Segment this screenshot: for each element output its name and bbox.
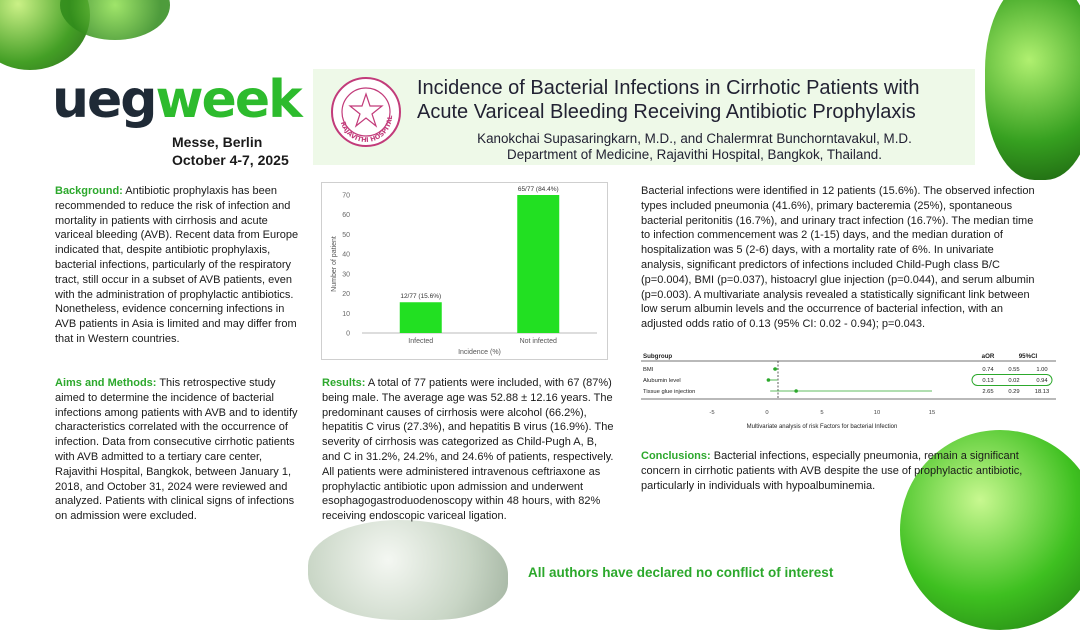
results-text: A total of 77 patients were included, with 67 (87%) being male. The average age was 52.88 ± 12.16 years. The predominant causes of cirrhosis were alcohol (66.2%), hepatitis C virus (27.3%), and hepatitis B virus (16.9%). The severity of cirrhosis was categorized as Child-Pugh A, B, and C in 31.2%, 24.2%, and 24.6% of patients, respectively. All patients were administered intravenous ceftriaxone as prophylactic antibiotic upon admission and underwent esophagogastroduodenoscopy within 48 hours, with 82% receiving endoscopic variceal ligation. <box>322 377 614 523</box>
ci-upper-value: 0.94 <box>1036 378 1048 384</box>
y-tick-label: 30 <box>342 271 350 279</box>
forest-row-label: BMI <box>643 367 654 373</box>
bar <box>400 302 442 333</box>
background-heading: Background: <box>55 185 123 197</box>
estimate-point <box>767 378 771 382</box>
x-tick-label: Infected <box>408 338 434 345</box>
incidence-bar-chart <box>322 183 607 359</box>
forest-tick-label: 15 <box>928 410 936 416</box>
ueg-week-logo <box>52 70 301 130</box>
background-section <box>55 184 302 347</box>
forest-header-subgroup: Subgroup <box>643 353 673 360</box>
affiliation: Department of Medicine, Rajavithi Hospital, Bangkok, Thailand. <box>507 147 882 162</box>
forest-tick-label: 10 <box>873 410 881 416</box>
forest-row-label: Tissue glue injection <box>643 389 696 395</box>
y-tick-label: 10 <box>342 310 350 318</box>
findings-section <box>641 184 1035 332</box>
bar-data-label: 12/77 (15.6%) <box>400 293 442 301</box>
authors-block <box>417 131 972 163</box>
y-tick-label: 60 <box>342 212 350 220</box>
forest-tick-label: -5 <box>709 410 715 416</box>
y-tick-label: 50 <box>342 231 350 239</box>
event-city: Messe, Berlin <box>172 134 263 150</box>
decorative-virus-top-right <box>985 0 1080 180</box>
x-tick-label: Not infected <box>519 338 557 345</box>
forest-plot <box>641 349 1056 435</box>
conclusions-heading: Conclusions: <box>641 450 711 462</box>
ci-lower-value: 0.55 <box>1008 367 1020 373</box>
title-line-1: Incidence of Bacterial Infections in Cirrhotic Patients with <box>417 77 920 99</box>
decorative-liver-image <box>308 520 508 620</box>
aor-value: 0.74 <box>982 367 994 373</box>
logo-ueg: ueg <box>52 70 156 130</box>
x-axis-label: Incidence (%) <box>458 349 501 356</box>
results-heading: Results: <box>322 377 366 389</box>
aor-value: 0.13 <box>982 378 994 384</box>
aims-heading: Aims and Methods: <box>55 377 157 389</box>
ci-upper-value: 18.13 <box>1034 389 1050 395</box>
forest-axis-label: Multivariate analysis of risk Factors for bacterial Infection <box>746 424 898 430</box>
background-text: Antibiotic prophylaxis has been recommended to reduce the risk of infection and mortality in patients with cirrhosis and acute variceal bleeding (AVB). Recent data from Europe indicated that, despite antibiotic prophylaxis, bacterial infections, particularly of the respiratory tract, still occur in a subset of AVB patients, even with the administration of prophylactic antibiotics. Nonetheless, evidence concerning infections in AVB patients in Asia is limited and may differ from that in Western countries. <box>55 185 299 345</box>
title-line-2: Acute Variceal Bleeding Receiving Antibiotic Prophylaxis <box>417 101 916 123</box>
rajavithi-hospital-seal <box>330 76 402 148</box>
poster-title <box>417 76 972 124</box>
ci-lower-value: 0.29 <box>1008 389 1020 395</box>
incidence-chart-frame <box>321 182 608 360</box>
event-location <box>172 133 289 169</box>
findings-text: Bacterial infections were identified in 12 patients (15.6%). The observed infection types included pneumonia (41.6%), primary bacteremia (25%), spontaneous bacterial peritonitis (16.7%), and urinary tract infection (16.7%). The median time to infection commencement was 2 (1-15) days, and the median duration of hospitalization was 5 (2-6) days, with a mortality rate of 6%. In univariate analysis, significant predictors of infections included Child-Pugh class B/C (p=0.004), BMI (p=0.037), histoacryl glue injection (p=0.044), and serum albumin (p=0.003). A multivariate analysis revealed a statistically significant link between low serum albumin levels and the occurrence of bacterial infection, with an adjusted odds ratio of 0.13 (95% CI: 0.02 - 0.94); p=0.043. <box>641 185 1035 331</box>
bar-data-label: 65/77 (84.4%) <box>517 186 559 193</box>
forest-header-aor: aOR <box>981 353 995 360</box>
logo-week: week <box>155 70 301 130</box>
conflict-statement: All authors have declared no conflict of interest <box>528 565 834 580</box>
event-dates: October 4-7, 2025 <box>172 152 289 168</box>
ci-lower-value: 0.02 <box>1008 378 1020 384</box>
aims-text: This retrospective study aimed to determine the incidence of bacterial infections among patients with AVB and to identify characteristics correlated with the occurrence of infection. Data from consecutive cirrhotic patients with AVB admitted to a tertiary care center, Rajavithi Hospital, Bangkok, between January 1, 2018, and October 31, 2024 were reviewed and analyzed. Patients with clinical signs of infections on admission were excluded. <box>55 377 298 523</box>
y-tick-label: 40 <box>342 251 350 259</box>
forest-tick-label: 0 <box>765 410 769 416</box>
y-axis-label: Number of patient <box>331 236 338 292</box>
aor-value: 2.65 <box>982 389 994 395</box>
y-tick-label: 70 <box>342 192 350 200</box>
conclusions-section <box>641 449 1036 493</box>
estimate-point <box>794 389 798 393</box>
results-section <box>322 376 614 524</box>
forest-row-label: Alubumin level <box>643 378 681 384</box>
bar <box>517 195 559 333</box>
y-tick-label: 0 <box>346 330 350 338</box>
seal-text: RAJAVITHI HOSPITAL <box>338 115 395 145</box>
conclusions-text: Bacterial infections, especially pneumonia, remain a significant concern in cirrhotic patients with AVB despite the use of prophylactic antibiotic, particularly in individuals with hypoalbuminemia. <box>641 450 1023 492</box>
aims-section <box>55 376 302 524</box>
forest-header-ci: 95%CI <box>1018 353 1038 360</box>
y-tick-label: 20 <box>342 291 350 299</box>
forest-tick-label: 5 <box>820 410 824 416</box>
authors: Kanokchai Supasaringkarn, M.D., and Chalermrat Bunchorntavakul, M.D. <box>477 131 912 146</box>
ci-upper-value: 1.00 <box>1036 367 1048 373</box>
estimate-point <box>773 367 777 371</box>
